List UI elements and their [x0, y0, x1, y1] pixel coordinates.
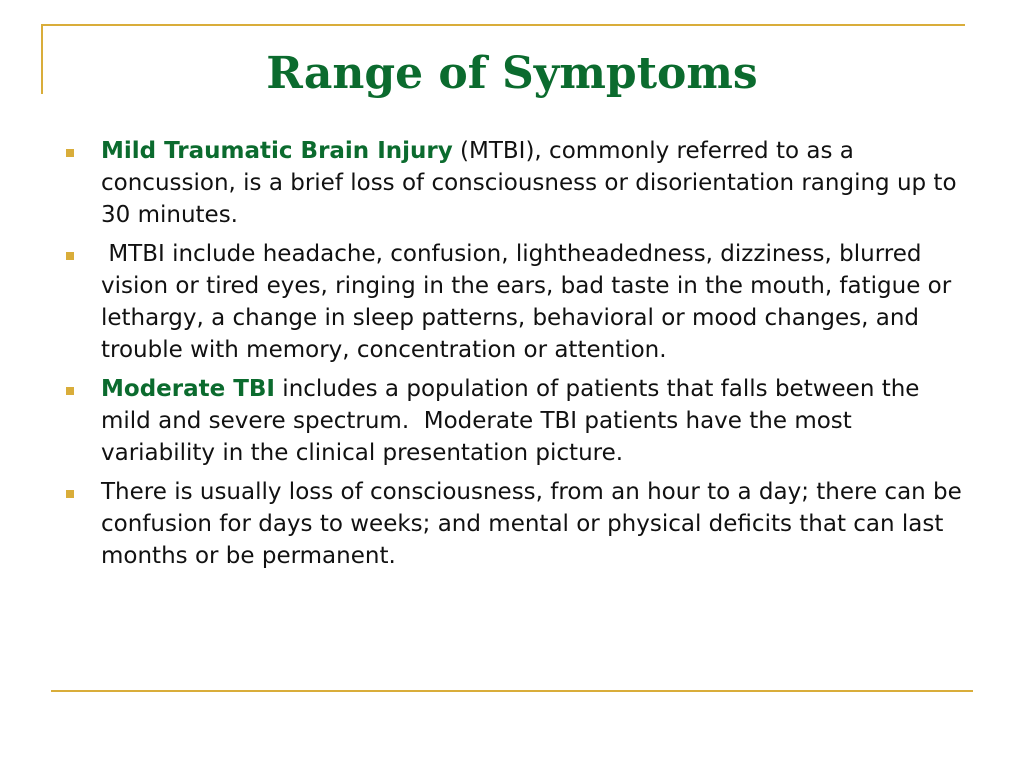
top-rule: [41, 24, 965, 26]
bullet-text: MTBI include headache, confusion, lightheadedness, dizziness, blurred vision or tired eyes, ringing in the ears, bad taste in the mouth, fatigue or lethargy, a change in sleep patterns, behavioral or mood changes, and trouble with memory, concentration or attention.: [101, 241, 959, 363]
bullet-list: [60, 135, 965, 579]
bullet-text: includes a population of patients that falls between the mild and severe spectrum. Moderate TBI patients have the most variability in the clinical presentation picture.: [101, 376, 927, 466]
bullet-text: (MTBI), commonly referred to as a concussion, is a brief loss of consciousness or disorientation ranging up to 30 minutes.: [101, 138, 964, 228]
bullet-item: [60, 476, 965, 572]
slide-title: Range of Symptoms: [266, 48, 758, 99]
bullet-text: There is usually loss of consciousness, from an hour to a day; there can be confusion for days to weeks; and mental or physical deficits that can last months or be permanent.: [101, 479, 962, 569]
square-bullet-icon: [66, 490, 74, 498]
square-bullet-icon: [66, 252, 74, 260]
bottom-rule: [51, 690, 973, 692]
bullet-term: Mild Traumatic Brain Injury: [101, 138, 453, 164]
square-bullet-icon: [66, 387, 74, 395]
bullet-item: [60, 373, 965, 469]
square-bullet-icon: [66, 149, 74, 157]
bullet-term: Moderate TBI: [101, 376, 275, 402]
bullet-item: [60, 135, 965, 231]
bullet-item: [60, 238, 965, 366]
